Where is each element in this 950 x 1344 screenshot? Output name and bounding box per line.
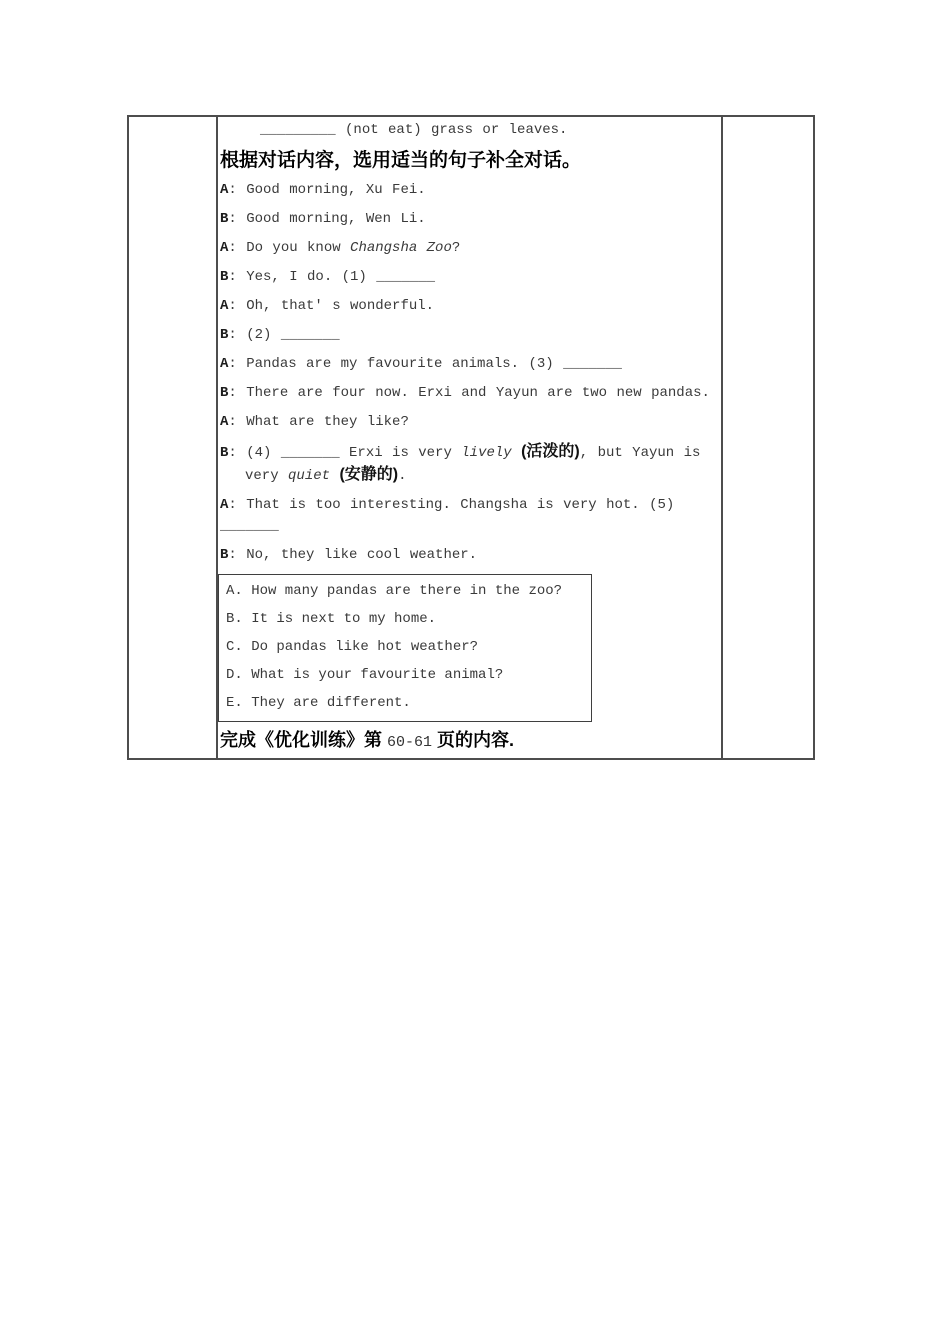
dialogue-text-segment: That is too interesting. Changsha is very hot. (5) _______ [220, 497, 675, 534]
dialogue-text-segment: Do you know [246, 240, 351, 256]
dialogue-line: A: Oh, that' s wonderful. [220, 298, 435, 314]
dialogue-text-segment: Oh, that' s wonderful. [246, 298, 435, 314]
dialogue-text-segment: (活泼的) [521, 443, 580, 460]
worksheet-table [127, 115, 815, 760]
dialogue-text-segment: , but Yayun is very [245, 445, 701, 484]
dialogue-line: B: There are four now. Erxi and Yayun are two new pandas. [220, 385, 710, 401]
dialogue-line: B: (4) _______ Erxi is very lively (活泼的), but Yayun is very quiet (安静的). [220, 443, 701, 484]
dialogue-text-segment: Yes, I do. (1) _______ [246, 269, 436, 285]
choice-item: C. Do pandas like hot weather? [226, 639, 479, 655]
dialogue-line: B: Yes, I do. (1) _______ [220, 269, 436, 285]
dialogue-line: B: No, they like cool weather. [220, 547, 478, 563]
dialogue-line: A: That is too interesting. Changsha is very hot. (5) _______ [220, 497, 675, 534]
dialogue-text-segment: There are four now. Erxi and Yayun are two new pandas. [246, 385, 710, 401]
speaker-label: B [220, 211, 229, 227]
speaker-label: B [220, 547, 229, 563]
speaker-label: B [220, 385, 229, 401]
dialogue-line: B: Good morning, Wen Li. [220, 211, 426, 227]
dialogue-text-segment: Changsha Zoo [350, 240, 452, 256]
dialogue-text-segment: No, they like cool weather. [246, 547, 478, 563]
homework-text-prefix: 完成《优化训练》第 [220, 730, 388, 750]
homework-page-numbers: 60-61 [387, 734, 433, 751]
dialogue-line: B: (2) _______ [220, 327, 340, 343]
dialogue-text-segment: lively [461, 445, 512, 461]
dialogue-text-segment: (2) _______ [246, 327, 340, 343]
speaker-label: A [220, 298, 229, 314]
table-left-column [129, 117, 218, 758]
speaker-label: A [220, 240, 229, 256]
choice-item: A. How many pandas are there in the zoo? [226, 583, 563, 599]
dialogue-text-segment [512, 445, 521, 461]
dialogue-text-segment: (安静的) [339, 466, 399, 483]
dialogue-line: A: What are they like? [220, 414, 409, 430]
speaker-label: B [220, 269, 229, 285]
dialogue-text-segment: ? [451, 240, 461, 256]
homework-text-suffix: 页的内容. [432, 730, 515, 750]
dialogue-text-segment: Good morning, Xu Fei. [246, 182, 426, 198]
speaker-label: A [220, 497, 229, 513]
carryover-line: _________ (not eat) grass or leaves. [260, 122, 568, 138]
table-content-column [218, 117, 723, 758]
dialogue-text-segment: Good morning, Wen Li. [246, 211, 426, 227]
speaker-label: B [220, 327, 229, 343]
dialogue-text-segment: (4) _______ Erxi is very [246, 445, 462, 461]
speaker-label: A [220, 356, 229, 372]
choice-item: E. They are different. [226, 695, 411, 711]
section-heading: 根据对话内容，选用适当的句子补全对话。 [220, 150, 582, 171]
choice-item: D. What is your favourite animal? [226, 667, 504, 683]
speaker-label: B [220, 445, 229, 461]
dialogue-text-segment: quiet [288, 468, 331, 484]
dialogue-text-segment: . [398, 468, 407, 484]
dialogue-line: A: Do you know Changsha Zoo? [220, 240, 461, 256]
speaker-label: A [220, 414, 229, 430]
dialogue-text-segment: Pandas are my favourite animals. (3) _______ [246, 356, 622, 372]
table-right-column [723, 117, 813, 758]
homework-line [220, 729, 716, 754]
choices-box [218, 574, 592, 722]
dialogue-line: A: Pandas are my favourite animals. (3) _______ [220, 356, 622, 372]
dialogue-block [220, 180, 716, 566]
dialogue-text-segment: What are they like? [246, 414, 409, 430]
speaker-label: A [220, 182, 229, 198]
dialogue-line: A: Good morning, Xu Fei. [220, 182, 426, 198]
choice-item: B. It is next to my home. [226, 611, 437, 627]
